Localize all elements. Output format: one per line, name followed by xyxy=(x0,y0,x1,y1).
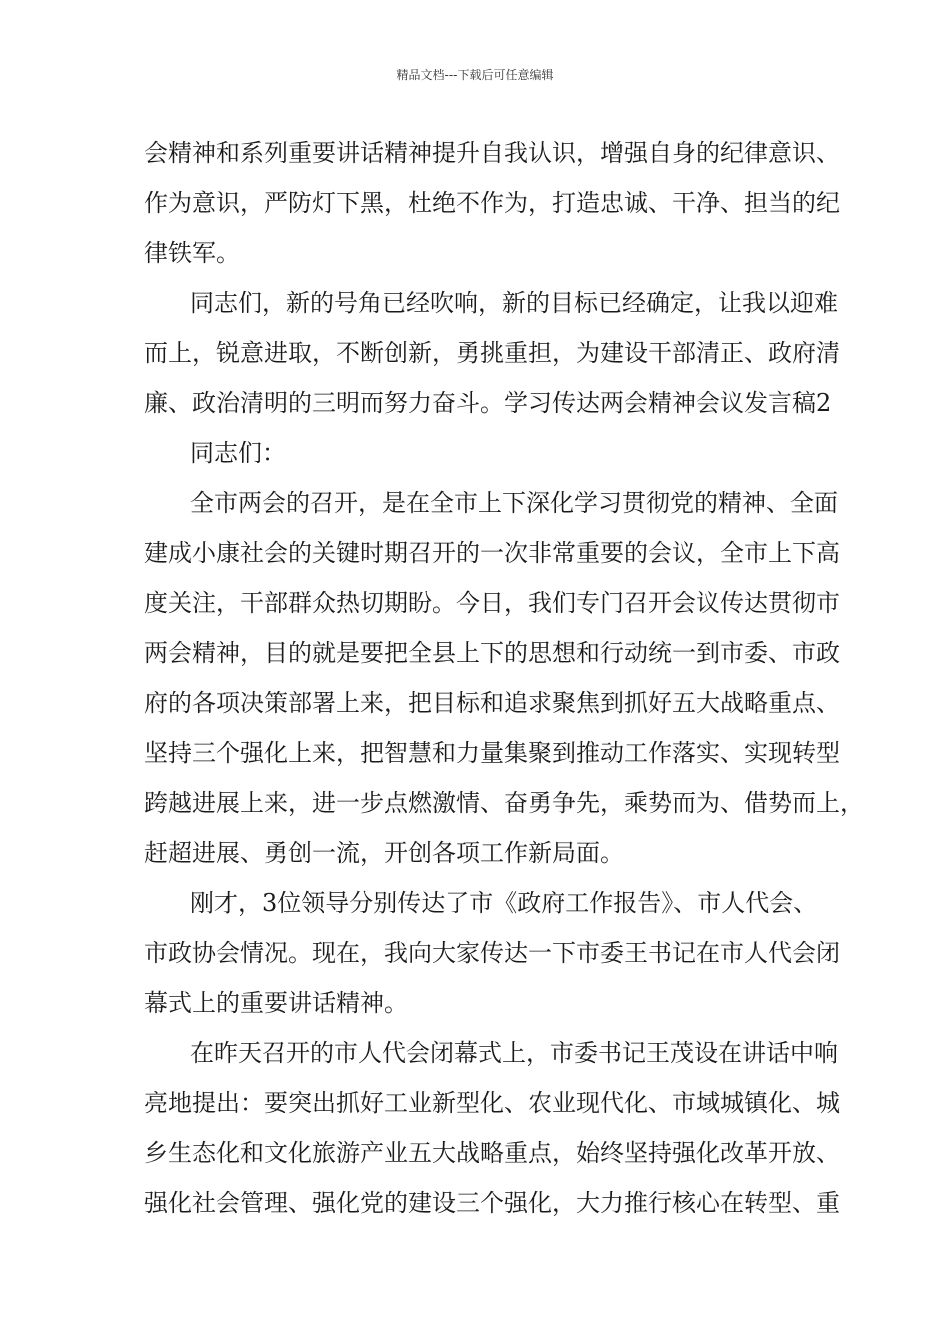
paragraph-first-line: 刚才，3位领导分别传达了市《政府工作报告》、市人代会、 xyxy=(190,889,818,917)
paragraph-line: 作为意识，严防灯下黑，杜绝不作为，打造忠诚、干净、担当的纪 xyxy=(144,189,840,217)
document-body xyxy=(144,128,864,1228)
paragraph-line: 强化社会管理、强化党的建设三个强化，大力推行核心在转型、重 xyxy=(144,1189,840,1217)
paragraph-first-line: 在昨天召开的市人代会闭幕式上，市委书记王茂设在讲话中响 xyxy=(190,1039,838,1067)
paragraph-line: 建成小康社会的关键时期召开的一次非常重要的会议，全市上下高 xyxy=(144,539,840,567)
paragraph-line: 乡生态化和文化旅游产业五大战略重点，始终坚持强化改革开放、 xyxy=(144,1139,840,1167)
paragraph-line: 跨越进展上来，进一步点燃激情、奋勇争先，乘势而为、借势而上， xyxy=(144,789,864,817)
paragraph-line: 幕式上的重要讲话精神。 xyxy=(144,989,408,1017)
paragraph-line: 而上，锐意进取，不断创新，勇挑重担，为建设干部清正、政府清 xyxy=(144,339,840,367)
page-header: 精品文档---下载后可任意编辑 xyxy=(396,68,554,82)
paragraph-line: 赶超进展、勇创一流，开创各项工作新局面。 xyxy=(144,839,624,867)
paragraph-first-line: 同志们： xyxy=(190,439,286,467)
paragraph-line: 会精神和系列重要讲话精神提升自我认识，增强自身的纪律意识、 xyxy=(144,139,840,167)
paragraph-first-line: 同志们，新的号角已经吹响，新的目标已经确定，让我以迎难 xyxy=(190,289,838,317)
paragraph-line: 两会精神，目的就是要把全县上下的思想和行动统一到市委、市政 xyxy=(144,639,840,667)
paragraph-line: 坚持三个强化上来，把智慧和力量集聚到推动工作落实、实现转型 xyxy=(144,739,840,767)
paragraph-line: 廉、政治清明的三明而努力奋斗。学习传达两会精神会议发言稿2 xyxy=(144,389,832,417)
paragraph-line: 度关注，干部群众热切期盼。今日，我们专门召开会议传达贯彻市 xyxy=(144,589,840,617)
paragraph-line: 亮地提出：要突出抓好工业新型化、农业现代化、市域城镇化、城 xyxy=(144,1089,840,1117)
paragraph-line: 府的各项决策部署上来，把目标和追求聚焦到抓好五大战略重点、 xyxy=(144,689,840,717)
paragraph-first-line: 全市两会的召开，是在全市上下深化学习贯彻党的精神、全面 xyxy=(190,489,838,517)
paragraph-line: 市政协会情况。现在，我向大家传达一下市委王书记在市人代会闭 xyxy=(144,939,840,967)
paragraph-line: 律铁军。 xyxy=(144,239,240,267)
